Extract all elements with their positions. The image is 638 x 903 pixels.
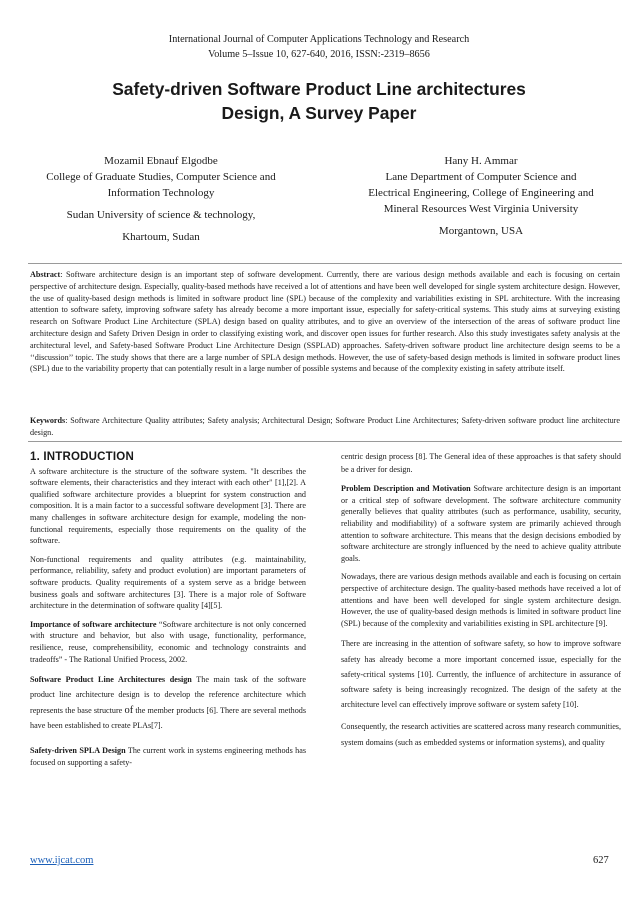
- keywords: [30, 415, 620, 439]
- abstract-top-rule: [28, 263, 622, 264]
- paragraph: centric design process [8]. The General idea of these approaches is that safety should be a driver for design.: [341, 452, 621, 474]
- paragraph: [30, 619, 306, 665]
- abstract: [30, 269, 620, 375]
- paragraph-lead: Software Product Line Architectures design: [30, 675, 192, 685]
- paragraph: [341, 483, 621, 564]
- paragraph: There are increasing in the attention of software safety, so how to improve software safety has already become a more important concerned issue, especially for the safety-critical systems [10]. Currently, the influence of architecture in assurance of software safety is being increasingly recognized. The design of the safety at the architecture level can effectively improve software or system safety [10].: [341, 639, 621, 710]
- title-line-1: Safety-driven Software Product Line architectures: [112, 79, 526, 99]
- title-line-2: Design, A Survey Paper: [221, 103, 417, 123]
- keywords-text: : Software Architecture Quality attributes; Safety analysis; Architectural Design; Software Product Line Architectures; Safety-driven software product line architecture design.: [30, 416, 620, 437]
- paragraph: Consequently, the research activities are scattered across many research communities, system domains (such as embedded systems or information systems), and quality: [341, 722, 621, 747]
- paragraph: A software architecture is the structure of the software system. "It describes the software elements, their characteristics and they interact with each other" [1],[2]. A qualified software architecture provides a blueprint for system construction and composition. It is a main factor to a successful software development [3]. There are many challenges in software architecture design for example, modeling the non-functional requirements, especially those requirements on the quality of the software.: [30, 466, 306, 546]
- paragraph: [30, 554, 306, 612]
- author-affiliation-line: Mineral Resources West Virginia University: [383, 203, 579, 215]
- paragraph: Nowadays, there are various design methods available and each is focusing on certain perspective of architecture design. The quality-based methods have received a lot of attentions and have been well developed for single system architecture design. However, the use of quality-based design methods is limited in software product line (SPL) because of the complexity and variabilities existing in SPL architecture [9].: [341, 572, 621, 628]
- abstract-label: Abstract: [30, 270, 61, 279]
- author-affiliation-line: Electrical Engineering, College of Engineering and: [368, 187, 594, 199]
- paragraph-lead: Importance of software architecture: [30, 619, 157, 629]
- keywords-bottom-rule: [28, 441, 622, 442]
- author-affiliation-line: Sudan University of science & technology,: [66, 209, 256, 221]
- author-name: Mozamil Ebnauf Elgodbe: [104, 155, 218, 167]
- paragraph-lead: Problem Description and Motivation: [341, 484, 471, 494]
- paragraph-lead: Safety-driven SPLA Design: [30, 745, 126, 755]
- right-column: [341, 451, 621, 757]
- author-block-1: [28, 153, 294, 245]
- author-affiliation-line: Information Technology: [107, 187, 215, 199]
- author-location: Khartoum, Sudan: [122, 231, 200, 243]
- paper-title: [60, 77, 578, 125]
- author-location: Morgantown, USA: [438, 225, 524, 237]
- paragraph-text: of: [124, 704, 134, 716]
- page-number: 627: [593, 855, 609, 866]
- author-affiliation-line: College of Graduate Studies, Computer Science and: [46, 171, 276, 183]
- paragraph: [30, 745, 306, 768]
- paragraph-text: The main task of the software product line architecture design is to develop the reference architecture which represents the base structure: [30, 675, 306, 715]
- author-affiliation-line: Lane Department of Computer Science and: [385, 171, 577, 183]
- paragraph: [30, 672, 306, 733]
- paragraph-text: the member products [6]. There are several methods have been established to create PLAs[7].: [30, 705, 306, 730]
- abstract-text: : Software architecture design is an important step of software development. Currently, there are various design methods available and each is focusing on certain perspective of architecture design. Especially, quality-based methods have received a lot of attentions and have been well developed for single system architecture design. However, the use of quality-based design methods is limited in software product line (SPL) because of the complexity and variabilities existing in SPL architecture. With the increasing attention to software safety, improving software safety has already become a more important issue, especially for safety-critical systems. This study aims at surveying existing research on Software Product Line Architecture (SPLA) design based on quality attributes, and to give an overview of the intersection of the areas of software product line architecture design and Safety Driven Design in order to classifying existing work, and discover open issues for further research. Also this study investigates safety analysis at the architectural level, and Safety-based Software Product Line Architecture Design (SSPLAD) approaches. Safety-driven software product line architecture design seems to be a ‘‘discussion’’ topic. The study shows that there are a large number of SPLA design methods. However, the use of safety-based design methods is limited in software product lines (SPL) due to the variability property that can potentially result in a large number of possible systems and because of the complexity existing in safety attribute itself.: [30, 270, 620, 374]
- keywords-label: Keywords: [30, 416, 66, 425]
- left-column: [30, 452, 306, 775]
- author-block-2: [340, 153, 622, 239]
- section-heading-introduction: 1. INTRODUCTION: [30, 451, 134, 463]
- journal-website-link[interactable]: www.ijcat.com: [30, 855, 94, 866]
- paragraph-text: Software architecture design is an important or a critical step of software development. The software architecture community generally believes that quality attributes (such as performance, usability, security, reliability and modifiability) of a software system are primarily achieved through attention to software architecture. This means that the design decisions embodied by software architecture are strongly influenced by the need to achieve quality attribute goals.: [341, 484, 621, 563]
- volume-info: Volume 5–Issue 10, 627-640, 2016, ISSN:-2319–8656: [208, 49, 430, 60]
- author-name: Hany H. Ammar: [444, 155, 518, 167]
- paragraph-text: The current work in systems engineering methods has focused on supporting a safety-: [30, 745, 306, 767]
- journal-name: International Journal of Computer Applications Technology and Research: [168, 34, 470, 45]
- paragraph-text: “Software architecture is not only concerned with structure and behavior, but also with usage, functionality, performance, resilience, reuse, comprehensibility, economic and technology constraints and tradeoffs” - The Rational Unified Process, 2002.: [30, 619, 306, 664]
- paragraph-text: Non-functional requirements and quality attributes (e.g. maintainability, performance, reliability, safety and product evolution) are important parameters of software products. Quality requirements of a system serve as a bridge between business goals and software architectures [3]. There is a major role of Software architecture in the determination of software quality [4][5].: [30, 554, 306, 611]
